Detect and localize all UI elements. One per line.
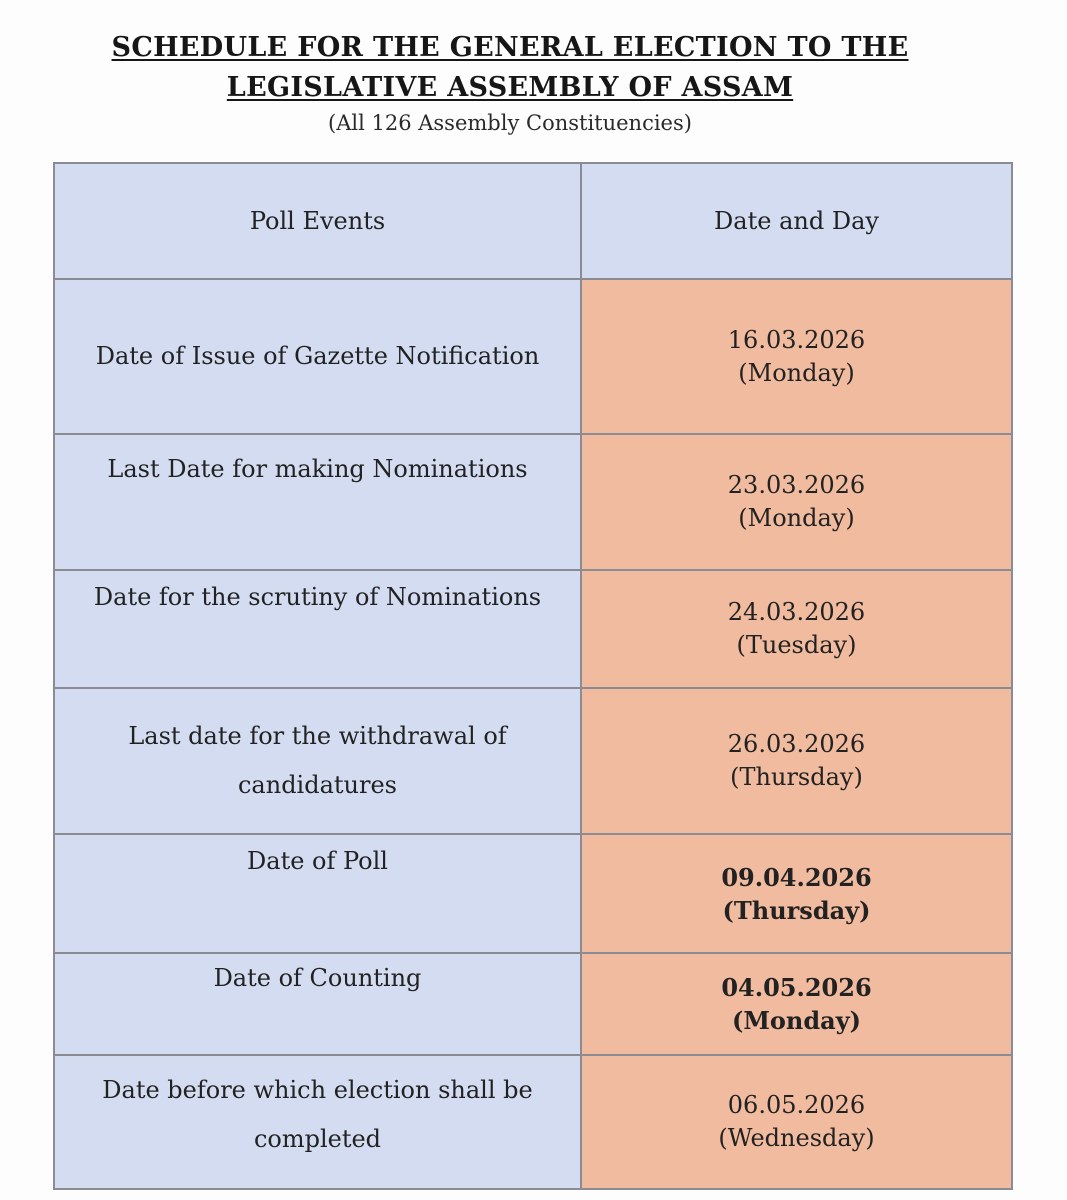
date-value: 06.05.2026 (727, 1091, 866, 1119)
table-row (54, 1055, 1012, 1189)
table-row (54, 688, 1012, 834)
election-schedule-table (53, 162, 1013, 1190)
subtitle: (All 126 Assembly Constituencies) (328, 111, 692, 135)
date-cell (581, 1055, 1012, 1189)
event-cell: Date of Poll (54, 834, 581, 953)
table-row (54, 570, 1012, 688)
day-value: (Tuesday) (736, 631, 857, 659)
table-row (54, 834, 1012, 953)
header-poll-events: Poll Events (54, 163, 581, 279)
date-cell (581, 688, 1012, 834)
event-cell: Date before which election shall be completed (54, 1055, 581, 1189)
date-cell (581, 834, 1012, 953)
date-value: 23.03.2026 (727, 471, 866, 499)
date-value: 24.03.2026 (727, 598, 866, 626)
event-cell: Last date for the withdrawal of candidatures (54, 688, 581, 834)
date-value: 16.03.2026 (727, 325, 866, 354)
date-cell (581, 279, 1012, 434)
table-header-row (54, 163, 1012, 279)
document-header (0, 28, 1020, 138)
event-cell: Date of Issue of Gazette Notification (54, 279, 581, 434)
title-line-1: SCHEDULE FOR THE GENERAL ELECTION TO THE (111, 32, 909, 63)
table-row (54, 279, 1012, 434)
event-cell: Date of Counting (54, 953, 581, 1055)
title-line-2: LEGISLATIVE ASSEMBLY OF ASSAM (226, 72, 794, 103)
day-value: (Monday) (731, 1006, 861, 1035)
event-cell: Last Date for making Nominations (54, 434, 581, 570)
day-value: (Monday) (738, 358, 855, 387)
day-value: (Thursday) (722, 895, 871, 925)
date-cell (581, 953, 1012, 1055)
date-value: 04.05.2026 (721, 973, 872, 1002)
day-value: (Monday) (738, 504, 855, 532)
event-cell: Date for the scrutiny of Nominations (54, 570, 581, 688)
day-value: (Thursday) (730, 763, 863, 791)
date-value: 26.03.2026 (727, 730, 866, 758)
date-cell (581, 434, 1012, 570)
table-row (54, 953, 1012, 1055)
date-value: 09.04.2026 (721, 862, 872, 892)
day-value: (Wednesday) (718, 1124, 875, 1152)
table-row (54, 434, 1012, 570)
date-cell (581, 570, 1012, 688)
header-date-and-day: Date and Day (581, 163, 1012, 279)
